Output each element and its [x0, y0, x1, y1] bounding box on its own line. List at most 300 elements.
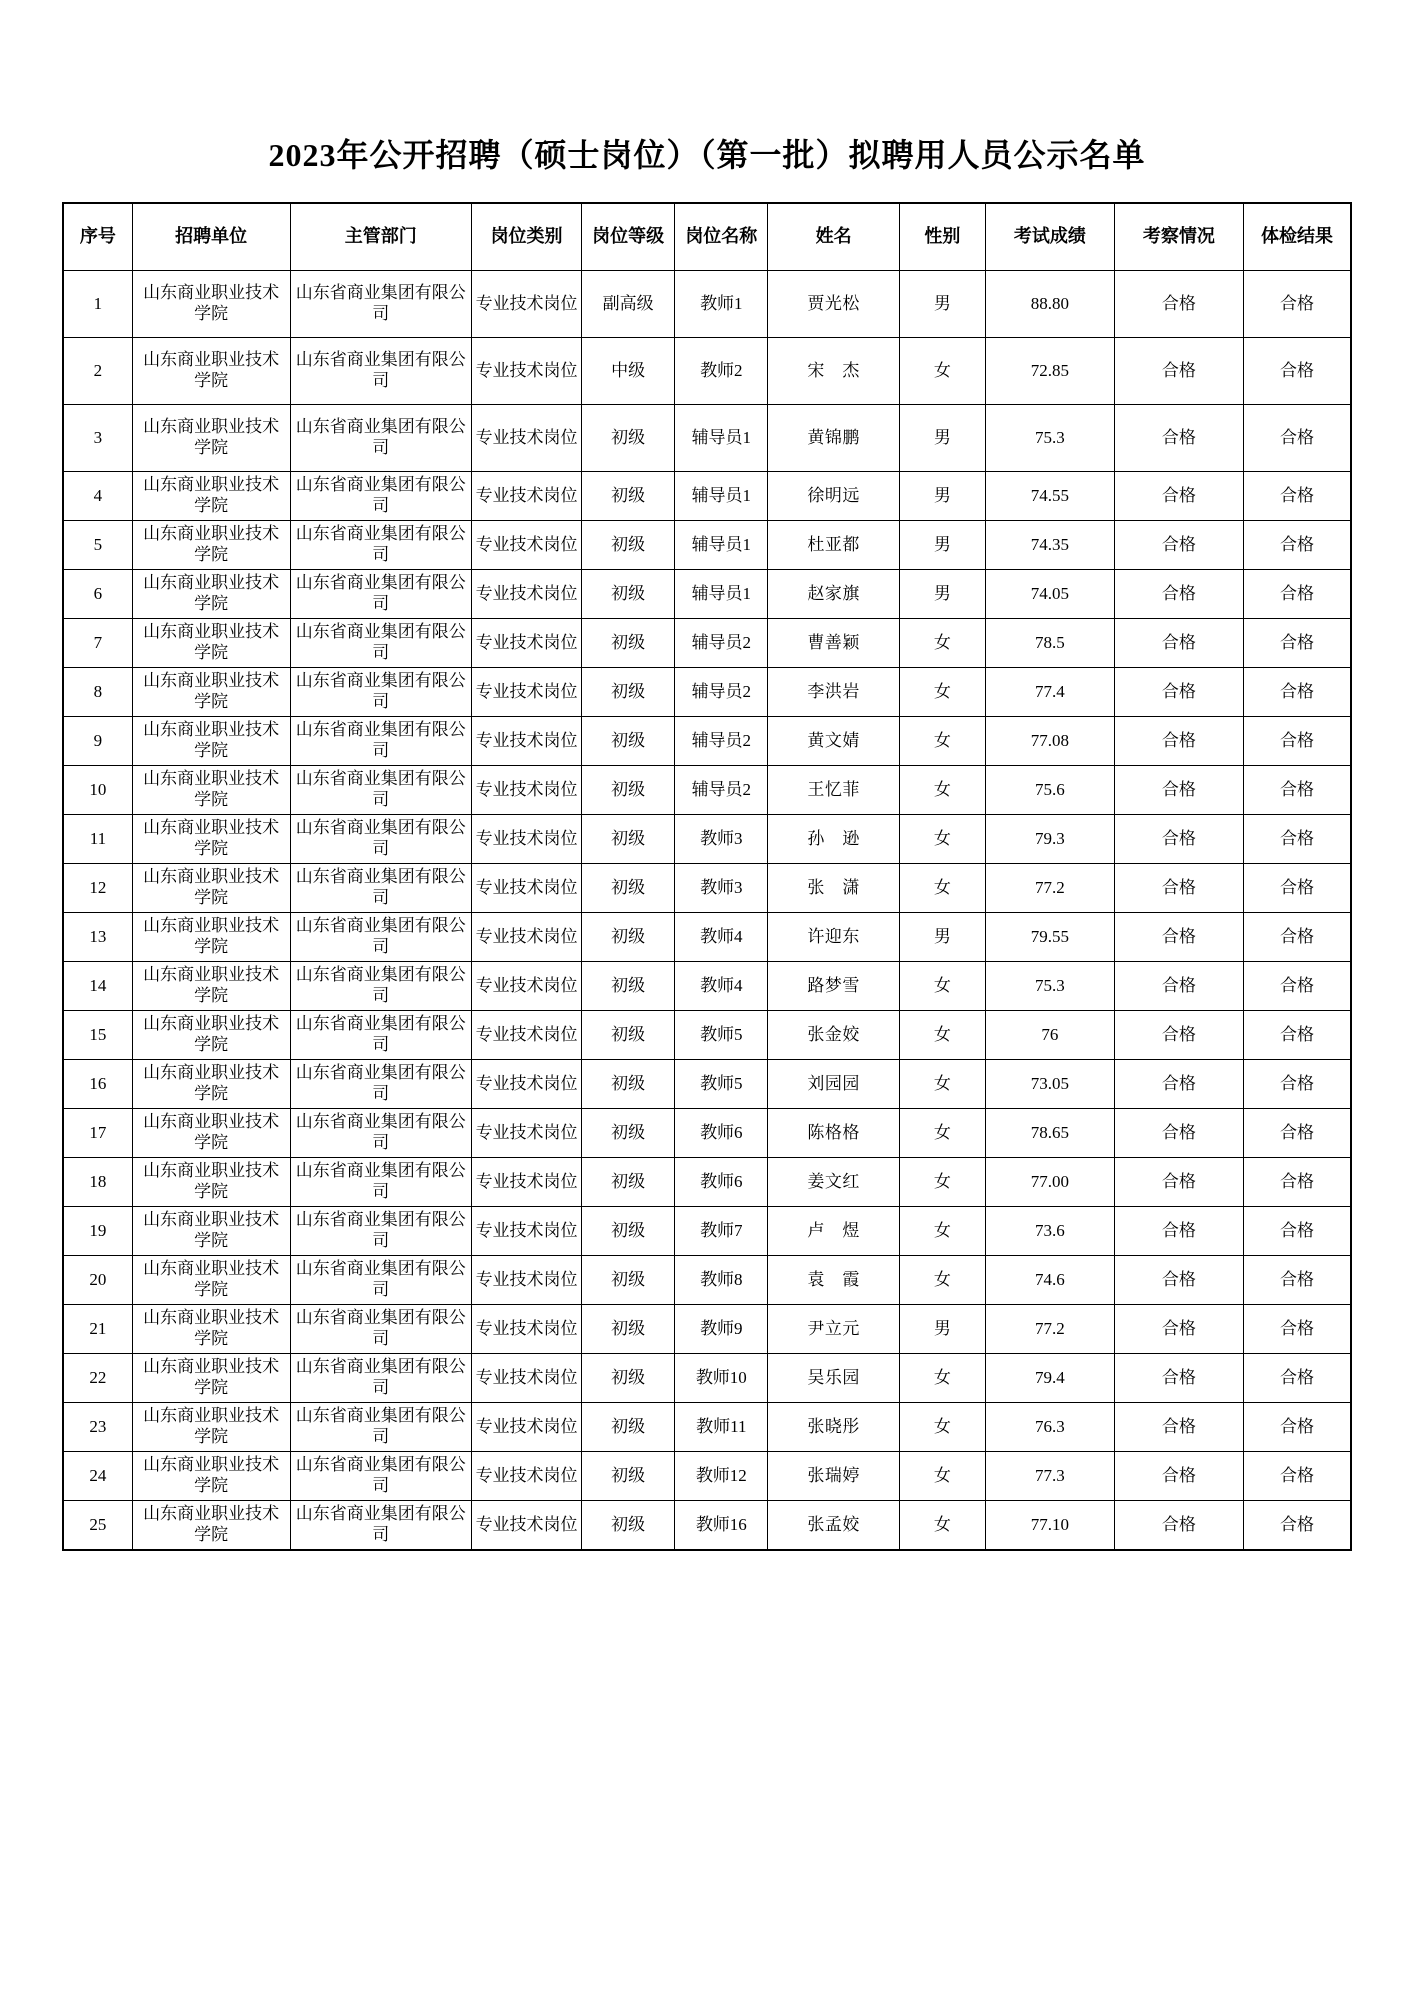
cell-review: 合格: [1114, 1060, 1243, 1109]
cell-post: 教师16: [675, 1501, 768, 1551]
cell-review: 合格: [1114, 1452, 1243, 1501]
column-header-unit: 招聘单位: [132, 203, 290, 271]
cell-level: 初级: [582, 1501, 675, 1551]
cell-post: 教师5: [675, 1011, 768, 1060]
cell-score: 78.5: [985, 619, 1114, 668]
cell-index: 6: [63, 570, 132, 619]
cell-post: 教师3: [675, 815, 768, 864]
cell-level: 初级: [582, 913, 675, 962]
cell-review: 合格: [1114, 1011, 1243, 1060]
cell-post: 教师3: [675, 864, 768, 913]
cell-score: 75.3: [985, 962, 1114, 1011]
cell-sex: 女: [899, 766, 985, 815]
cell-unit: 山东商业职业技术学院: [132, 1256, 290, 1305]
cell-name: 张 潇: [768, 864, 899, 913]
cell-type: 专业技术岗位: [472, 405, 582, 472]
cell-unit: 山东商业职业技术学院: [132, 472, 290, 521]
cell-level: 初级: [582, 619, 675, 668]
cell-type: 专业技术岗位: [472, 338, 582, 405]
cell-sex: 女: [899, 1403, 985, 1452]
cell-type: 专业技术岗位: [472, 1305, 582, 1354]
cell-phys: 合格: [1243, 1354, 1351, 1403]
cell-unit: 山东商业职业技术学院: [132, 766, 290, 815]
cell-phys: 合格: [1243, 668, 1351, 717]
table-row: [63, 472, 1351, 521]
cell-name: 卢 煜: [768, 1207, 899, 1256]
cell-index: 4: [63, 472, 132, 521]
cell-review: 合格: [1114, 1109, 1243, 1158]
table-row: [63, 766, 1351, 815]
cell-post: 辅导员2: [675, 619, 768, 668]
column-header-review: 考察情况: [1114, 203, 1243, 271]
cell-unit: 山东商业职业技术学院: [132, 271, 290, 338]
cell-index: 13: [63, 913, 132, 962]
cell-phys: 合格: [1243, 1158, 1351, 1207]
cell-score: 78.65: [985, 1109, 1114, 1158]
cell-review: 合格: [1114, 1256, 1243, 1305]
cell-index: 9: [63, 717, 132, 766]
cell-name: 姜文红: [768, 1158, 899, 1207]
cell-name: 杜亚都: [768, 521, 899, 570]
cell-dept: 山东省商业集团有限公司: [290, 1452, 472, 1501]
cell-type: 专业技术岗位: [472, 717, 582, 766]
cell-unit: 山东商业职业技术学院: [132, 1011, 290, 1060]
cell-dept: 山东省商业集团有限公司: [290, 766, 472, 815]
cell-score: 77.4: [985, 668, 1114, 717]
cell-post: 教师2: [675, 338, 768, 405]
cell-index: 18: [63, 1158, 132, 1207]
cell-post: 辅导员2: [675, 766, 768, 815]
cell-name: 吴乐园: [768, 1354, 899, 1403]
cell-type: 专业技术岗位: [472, 913, 582, 962]
cell-score: 77.08: [985, 717, 1114, 766]
cell-level: 初级: [582, 1452, 675, 1501]
cell-post: 辅导员2: [675, 717, 768, 766]
cell-sex: 女: [899, 1109, 985, 1158]
cell-post: 教师10: [675, 1354, 768, 1403]
cell-type: 专业技术岗位: [472, 1501, 582, 1551]
cell-dept: 山东省商业集团有限公司: [290, 338, 472, 405]
cell-review: 合格: [1114, 864, 1243, 913]
column-header-score: 考试成绩: [985, 203, 1114, 271]
cell-phys: 合格: [1243, 521, 1351, 570]
cell-post: 教师12: [675, 1452, 768, 1501]
cell-score: 77.00: [985, 1158, 1114, 1207]
cell-name: 张孟姣: [768, 1501, 899, 1551]
cell-unit: 山东商业职业技术学院: [132, 962, 290, 1011]
cell-sex: 女: [899, 717, 985, 766]
table-header: [63, 203, 1351, 271]
table-row: [63, 717, 1351, 766]
cell-unit: 山东商业职业技术学院: [132, 1452, 290, 1501]
cell-dept: 山东省商业集团有限公司: [290, 271, 472, 338]
cell-post: 教师9: [675, 1305, 768, 1354]
cell-score: 74.35: [985, 521, 1114, 570]
cell-type: 专业技术岗位: [472, 1403, 582, 1452]
cell-dept: 山东省商业集团有限公司: [290, 570, 472, 619]
cell-review: 合格: [1114, 271, 1243, 338]
table-row: [63, 1109, 1351, 1158]
cell-score: 79.55: [985, 913, 1114, 962]
cell-level: 初级: [582, 570, 675, 619]
cell-post: 教师6: [675, 1158, 768, 1207]
cell-sex: 女: [899, 1452, 985, 1501]
cell-index: 19: [63, 1207, 132, 1256]
cell-sex: 女: [899, 1207, 985, 1256]
cell-phys: 合格: [1243, 766, 1351, 815]
cell-phys: 合格: [1243, 338, 1351, 405]
cell-unit: 山东商业职业技术学院: [132, 717, 290, 766]
cell-name: 黄文婧: [768, 717, 899, 766]
cell-score: 88.80: [985, 271, 1114, 338]
cell-name: 许迎东: [768, 913, 899, 962]
table-row: [63, 338, 1351, 405]
cell-phys: 合格: [1243, 1501, 1351, 1551]
cell-review: 合格: [1114, 815, 1243, 864]
cell-index: 15: [63, 1011, 132, 1060]
cell-type: 专业技术岗位: [472, 668, 582, 717]
cell-dept: 山东省商业集团有限公司: [290, 1305, 472, 1354]
cell-sex: 女: [899, 1158, 985, 1207]
cell-level: 初级: [582, 521, 675, 570]
cell-post: 辅导员1: [675, 570, 768, 619]
cell-type: 专业技术岗位: [472, 570, 582, 619]
cell-level: 初级: [582, 864, 675, 913]
cell-sex: 男: [899, 913, 985, 962]
cell-phys: 合格: [1243, 1011, 1351, 1060]
cell-name: 曹善颖: [768, 619, 899, 668]
cell-name: 张金姣: [768, 1011, 899, 1060]
table-row: [63, 1158, 1351, 1207]
cell-type: 专业技术岗位: [472, 1452, 582, 1501]
cell-dept: 山东省商业集团有限公司: [290, 668, 472, 717]
cell-score: 74.6: [985, 1256, 1114, 1305]
cell-type: 专业技术岗位: [472, 271, 582, 338]
table-row: [63, 913, 1351, 962]
cell-dept: 山东省商业集团有限公司: [290, 472, 472, 521]
table-row: [63, 1256, 1351, 1305]
cell-review: 合格: [1114, 766, 1243, 815]
cell-level: 初级: [582, 472, 675, 521]
cell-level: 初级: [582, 1305, 675, 1354]
cell-review: 合格: [1114, 962, 1243, 1011]
cell-phys: 合格: [1243, 1256, 1351, 1305]
cell-score: 75.3: [985, 405, 1114, 472]
cell-post: 辅导员1: [675, 521, 768, 570]
cell-review: 合格: [1114, 521, 1243, 570]
cell-index: 17: [63, 1109, 132, 1158]
cell-dept: 山东省商业集团有限公司: [290, 1354, 472, 1403]
cell-sex: 女: [899, 1354, 985, 1403]
column-header-dept: 主管部门: [290, 203, 472, 271]
cell-sex: 女: [899, 668, 985, 717]
cell-type: 专业技术岗位: [472, 766, 582, 815]
cell-review: 合格: [1114, 405, 1243, 472]
cell-sex: 女: [899, 962, 985, 1011]
cell-name: 张瑞婷: [768, 1452, 899, 1501]
roster-table-container: [0, 202, 1414, 1551]
cell-index: 5: [63, 521, 132, 570]
cell-review: 合格: [1114, 717, 1243, 766]
cell-unit: 山东商业职业技术学院: [132, 864, 290, 913]
table-row: [63, 962, 1351, 1011]
cell-level: 初级: [582, 815, 675, 864]
cell-type: 专业技术岗位: [472, 1109, 582, 1158]
cell-name: 贾光松: [768, 271, 899, 338]
cell-name: 宋 杰: [768, 338, 899, 405]
cell-unit: 山东商业职业技术学院: [132, 1158, 290, 1207]
roster-table: [62, 202, 1352, 1551]
cell-sex: 女: [899, 1011, 985, 1060]
cell-name: 尹立元: [768, 1305, 899, 1354]
cell-review: 合格: [1114, 619, 1243, 668]
cell-unit: 山东商业职业技术学院: [132, 1207, 290, 1256]
cell-level: 初级: [582, 1354, 675, 1403]
cell-phys: 合格: [1243, 717, 1351, 766]
cell-sex: 女: [899, 1501, 985, 1551]
cell-level: 中级: [582, 338, 675, 405]
cell-review: 合格: [1114, 1501, 1243, 1551]
cell-post: 教师4: [675, 962, 768, 1011]
column-header-post: 岗位名称: [675, 203, 768, 271]
cell-phys: 合格: [1243, 1403, 1351, 1452]
cell-dept: 山东省商业集团有限公司: [290, 962, 472, 1011]
cell-dept: 山东省商业集团有限公司: [290, 1011, 472, 1060]
table-row: [63, 1207, 1351, 1256]
cell-name: 张晓彤: [768, 1403, 899, 1452]
cell-index: 24: [63, 1452, 132, 1501]
cell-review: 合格: [1114, 472, 1243, 521]
cell-dept: 山东省商业集团有限公司: [290, 405, 472, 472]
cell-index: 22: [63, 1354, 132, 1403]
table-row: [63, 1403, 1351, 1452]
cell-phys: 合格: [1243, 1060, 1351, 1109]
cell-phys: 合格: [1243, 1305, 1351, 1354]
cell-review: 合格: [1114, 1207, 1243, 1256]
column-header-name: 姓名: [768, 203, 899, 271]
cell-phys: 合格: [1243, 1452, 1351, 1501]
cell-sex: 女: [899, 815, 985, 864]
cell-dept: 山东省商业集团有限公司: [290, 1158, 472, 1207]
cell-index: 8: [63, 668, 132, 717]
cell-score: 79.4: [985, 1354, 1114, 1403]
cell-level: 初级: [582, 668, 675, 717]
cell-phys: 合格: [1243, 815, 1351, 864]
cell-sex: 男: [899, 472, 985, 521]
cell-score: 74.55: [985, 472, 1114, 521]
table-row: [63, 521, 1351, 570]
cell-index: 25: [63, 1501, 132, 1551]
cell-unit: 山东商业职业技术学院: [132, 1501, 290, 1551]
cell-review: 合格: [1114, 1403, 1243, 1452]
cell-index: 23: [63, 1403, 132, 1452]
cell-review: 合格: [1114, 1305, 1243, 1354]
cell-index: 20: [63, 1256, 132, 1305]
cell-post: 教师11: [675, 1403, 768, 1452]
cell-type: 专业技术岗位: [472, 864, 582, 913]
cell-sex: 男: [899, 1305, 985, 1354]
cell-score: 74.05: [985, 570, 1114, 619]
cell-sex: 女: [899, 338, 985, 405]
cell-unit: 山东商业职业技术学院: [132, 619, 290, 668]
cell-level: 初级: [582, 1011, 675, 1060]
cell-phys: 合格: [1243, 1207, 1351, 1256]
cell-unit: 山东商业职业技术学院: [132, 815, 290, 864]
table-body: [63, 271, 1351, 1551]
cell-sex: 男: [899, 271, 985, 338]
cell-phys: 合格: [1243, 1109, 1351, 1158]
table-row: [63, 271, 1351, 338]
cell-type: 专业技术岗位: [472, 815, 582, 864]
cell-unit: 山东商业职业技术学院: [132, 668, 290, 717]
cell-phys: 合格: [1243, 864, 1351, 913]
cell-sex: 女: [899, 1060, 985, 1109]
cell-name: 黄锦鹏: [768, 405, 899, 472]
cell-name: 王忆菲: [768, 766, 899, 815]
cell-post: 教师5: [675, 1060, 768, 1109]
column-header-phys: 体检结果: [1243, 203, 1351, 271]
cell-type: 专业技术岗位: [472, 1158, 582, 1207]
cell-index: 11: [63, 815, 132, 864]
cell-dept: 山东省商业集团有限公司: [290, 1109, 472, 1158]
cell-post: 辅导员2: [675, 668, 768, 717]
cell-dept: 山东省商业集团有限公司: [290, 913, 472, 962]
cell-post: 教师6: [675, 1109, 768, 1158]
cell-score: 77.10: [985, 1501, 1114, 1551]
cell-level: 初级: [582, 1060, 675, 1109]
cell-level: 初级: [582, 1109, 675, 1158]
cell-dept: 山东省商业集团有限公司: [290, 1207, 472, 1256]
cell-level: 副高级: [582, 271, 675, 338]
cell-type: 专业技术岗位: [472, 1256, 582, 1305]
table-row: [63, 405, 1351, 472]
cell-unit: 山东商业职业技术学院: [132, 1305, 290, 1354]
cell-index: 14: [63, 962, 132, 1011]
cell-post: 教师1: [675, 271, 768, 338]
table-row: [63, 1452, 1351, 1501]
cell-review: 合格: [1114, 338, 1243, 405]
cell-score: 72.85: [985, 338, 1114, 405]
table-row: [63, 619, 1351, 668]
cell-index: 16: [63, 1060, 132, 1109]
cell-type: 专业技术岗位: [472, 1011, 582, 1060]
cell-review: 合格: [1114, 1158, 1243, 1207]
cell-phys: 合格: [1243, 271, 1351, 338]
cell-name: 赵家旗: [768, 570, 899, 619]
cell-score: 76: [985, 1011, 1114, 1060]
cell-phys: 合格: [1243, 570, 1351, 619]
cell-post: 教师4: [675, 913, 768, 962]
cell-name: 陈格格: [768, 1109, 899, 1158]
cell-level: 初级: [582, 1256, 675, 1305]
table-row: [63, 668, 1351, 717]
cell-sex: 男: [899, 570, 985, 619]
cell-name: 袁 霞: [768, 1256, 899, 1305]
cell-sex: 男: [899, 405, 985, 472]
cell-level: 初级: [582, 1403, 675, 1452]
cell-level: 初级: [582, 1158, 675, 1207]
cell-name: 徐明远: [768, 472, 899, 521]
cell-index: 1: [63, 271, 132, 338]
cell-type: 专业技术岗位: [472, 472, 582, 521]
cell-phys: 合格: [1243, 913, 1351, 962]
cell-name: 刘园园: [768, 1060, 899, 1109]
cell-score: 77.2: [985, 1305, 1114, 1354]
cell-review: 合格: [1114, 1354, 1243, 1403]
table-row: [63, 1354, 1351, 1403]
table-row: [63, 1501, 1351, 1551]
cell-index: 2: [63, 338, 132, 405]
cell-type: 专业技术岗位: [472, 962, 582, 1011]
cell-post: 教师8: [675, 1256, 768, 1305]
cell-score: 76.3: [985, 1403, 1114, 1452]
table-row: [63, 815, 1351, 864]
cell-sex: 女: [899, 619, 985, 668]
column-header-level: 岗位等级: [582, 203, 675, 271]
cell-type: 专业技术岗位: [472, 1060, 582, 1109]
cell-phys: 合格: [1243, 405, 1351, 472]
cell-sex: 女: [899, 1256, 985, 1305]
cell-review: 合格: [1114, 668, 1243, 717]
cell-index: 12: [63, 864, 132, 913]
cell-dept: 山东省商业集团有限公司: [290, 1403, 472, 1452]
cell-phys: 合格: [1243, 472, 1351, 521]
cell-review: 合格: [1114, 570, 1243, 619]
cell-dept: 山东省商业集团有限公司: [290, 815, 472, 864]
cell-phys: 合格: [1243, 619, 1351, 668]
cell-level: 初级: [582, 766, 675, 815]
cell-score: 73.6: [985, 1207, 1114, 1256]
cell-score: 75.6: [985, 766, 1114, 815]
cell-post: 教师7: [675, 1207, 768, 1256]
cell-level: 初级: [582, 717, 675, 766]
cell-dept: 山东省商业集团有限公司: [290, 1501, 472, 1551]
cell-level: 初级: [582, 962, 675, 1011]
cell-unit: 山东商业职业技术学院: [132, 1354, 290, 1403]
cell-sex: 女: [899, 864, 985, 913]
cell-dept: 山东省商业集团有限公司: [290, 864, 472, 913]
cell-unit: 山东商业职业技术学院: [132, 1060, 290, 1109]
column-header-sex: 性别: [899, 203, 985, 271]
cell-unit: 山东商业职业技术学院: [132, 405, 290, 472]
cell-sex: 男: [899, 521, 985, 570]
table-row: [63, 570, 1351, 619]
cell-type: 专业技术岗位: [472, 1207, 582, 1256]
cell-dept: 山东省商业集团有限公司: [290, 1256, 472, 1305]
cell-name: 李洪岩: [768, 668, 899, 717]
cell-index: 3: [63, 405, 132, 472]
table-row: [63, 1011, 1351, 1060]
table-row: [63, 864, 1351, 913]
cell-phys: 合格: [1243, 962, 1351, 1011]
cell-type: 专业技术岗位: [472, 619, 582, 668]
cell-index: 10: [63, 766, 132, 815]
cell-score: 73.05: [985, 1060, 1114, 1109]
cell-unit: 山东商业职业技术学院: [132, 570, 290, 619]
cell-level: 初级: [582, 1207, 675, 1256]
cell-score: 77.2: [985, 864, 1114, 913]
cell-unit: 山东商业职业技术学院: [132, 521, 290, 570]
column-header-type: 岗位类别: [472, 203, 582, 271]
cell-unit: 山东商业职业技术学院: [132, 1403, 290, 1452]
cell-unit: 山东商业职业技术学院: [132, 338, 290, 405]
cell-post: 辅导员1: [675, 472, 768, 521]
cell-index: 7: [63, 619, 132, 668]
cell-type: 专业技术岗位: [472, 1354, 582, 1403]
page-title: 2023年公开招聘（硕士岗位）（第一批）拟聘用人员公示名单: [268, 137, 1146, 173]
cell-score: 77.3: [985, 1452, 1114, 1501]
cell-index: 21: [63, 1305, 132, 1354]
